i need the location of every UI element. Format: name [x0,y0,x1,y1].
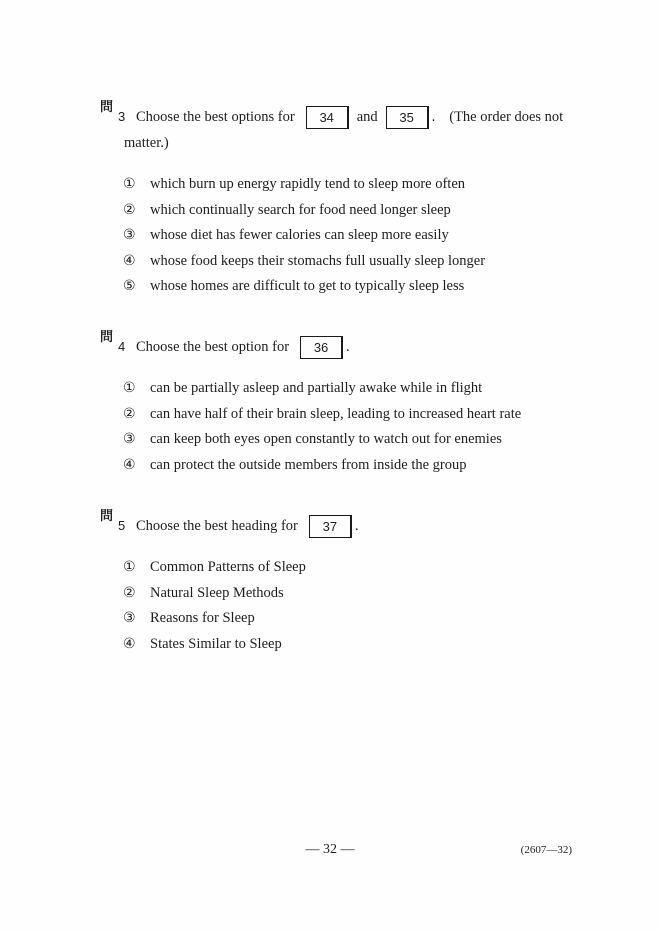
option-item [123,274,485,300]
option-text: can protect the outside members from inside the group [150,456,467,473]
option-item [123,606,306,632]
option-text: can be partially asleep and partially awake while in flight [150,380,483,396]
question-prompt: Choose the best option for [136,339,290,355]
period: . [346,339,350,355]
option-text: Natural Sleep Methods [150,584,284,601]
option-item [123,632,306,658]
option-list [123,172,485,300]
option-text: Common Patterns of Sleep [150,559,306,575]
question-5-heading [100,504,580,539]
option-text: whose food keeps their stomachs full usually sleep longer [150,252,486,269]
period: . [354,518,359,534]
option-item [123,223,485,249]
option-item [123,198,485,224]
order-note: (The order does not matter.) [124,109,564,151]
option-text: can have half of their brain sleep, leading to increased heart rate [150,405,522,422]
question-label [100,504,136,539]
option-marker: ③ [123,431,136,448]
question-4-heading [100,325,580,360]
option-item [123,172,485,198]
option-item [123,249,485,275]
period: . [431,109,436,125]
option-marker: ③ [123,227,136,244]
question-number: 5 [118,518,126,533]
option-item [123,555,306,581]
exam-code: (2607—32) [520,844,572,856]
answer-blank-37: 37 [309,515,352,538]
option-item [123,453,521,479]
conjunction-text: and [356,109,378,125]
option-marker: ④ [123,635,136,652]
option-marker: ④ [123,456,136,473]
option-marker: ② [123,584,136,601]
question-label-kanji: 問 [100,509,113,524]
question-prompt: Choose the best heading for [136,518,298,534]
option-text: whose diet has fewer calories can sleep more easily [150,227,449,244]
option-marker: ① [123,380,136,396]
option-text: which continually search for food need longer sleep [150,201,451,218]
option-marker: ② [123,201,136,218]
answer-blank-35: 35 [386,106,429,129]
option-text: States Similar to Sleep [150,635,282,652]
option-marker: ③ [123,610,136,627]
option-marker: ④ [123,252,136,269]
option-text: can keep both eyes open constantly to watch out for enemies [150,431,502,448]
page-number: — 32 — [305,842,355,857]
question-number: 4 [118,339,126,354]
answer-blank-36: 36 [300,336,343,359]
option-item [123,402,521,428]
option-item [123,427,521,453]
option-text: whose homes are difficult to get to typically sleep less [150,278,465,295]
question-number: 3 [118,109,126,124]
option-text: which burn up energy rapidly tend to sleep more often [150,176,466,192]
option-marker: ② [123,405,136,422]
question-label-kanji: 問 [100,100,113,115]
option-marker: ① [123,176,136,192]
option-list [123,555,306,657]
question-label [100,325,136,360]
option-text: Reasons for Sleep [150,610,255,627]
question-3-heading [100,95,580,156]
option-marker: ⑤ [123,278,136,295]
option-item [123,581,306,607]
option-list [123,376,521,478]
answer-blank-34: 34 [306,106,349,129]
option-marker: ① [123,559,136,575]
question-label [100,95,136,130]
option-item [123,376,521,402]
question-label-kanji: 問 [100,330,113,345]
question-prompt: Choose the best options for [136,109,295,125]
